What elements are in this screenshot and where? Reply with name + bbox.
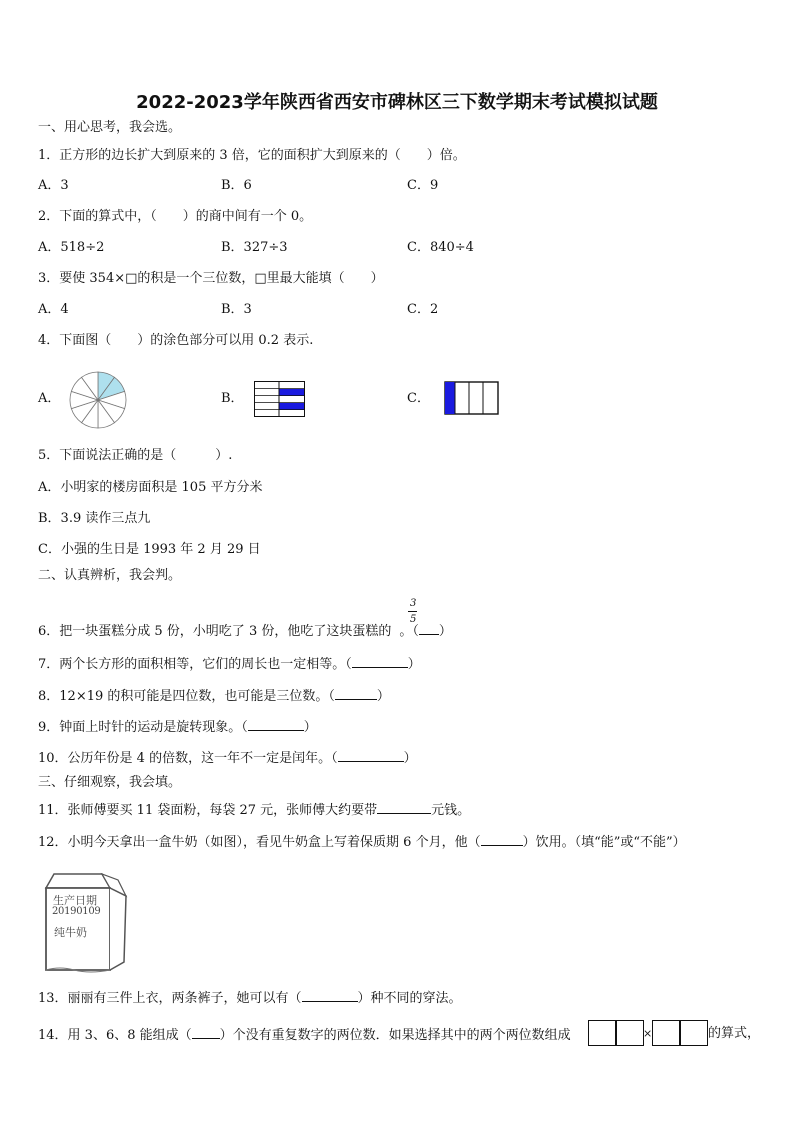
question-9-text: 9．钟面上时针的运动是旋转现象。（ [38, 720, 248, 735]
question-1-stem: 1．正方形的边长扩大到原来的 3 倍，它的面积扩大到原来的（ ）倍。 [38, 148, 466, 163]
question-10 [38, 749, 417, 767]
digit-box-4[interactable] [680, 1020, 708, 1046]
question-4-stem: 4．下面图（ ）的涂色部分可以用 0.2 表示. [38, 333, 314, 348]
fraction-denominator: 5 [410, 614, 417, 625]
question-5-option-a: A．小明家的楼房面积是 105 平方分米 [38, 480, 263, 495]
question-4-option-a-label: A． [38, 391, 61, 406]
page-title: 2022-2023学年陕西省西安市碑林区三下数学期末考试模拟试题 [136, 92, 658, 113]
fraction-numerator: 3 [410, 598, 417, 609]
answer-blank-7[interactable] [352, 655, 408, 668]
question-13-suffix: ）种不同的穿法。 [357, 991, 462, 1006]
question-5-option-b: B．3.9 读作三点九 [38, 511, 151, 526]
question-9 [38, 718, 317, 736]
answer-blank-9[interactable] [248, 718, 304, 731]
section-heading-3: 三、仔细观察，我会填。 [38, 775, 182, 790]
question-12-text: 12．小明今天拿出一盒牛奶（如图），看见牛奶盒上写着保质期 6 个月，他（ [38, 835, 481, 850]
production-date-value: 20190109 [52, 906, 101, 917]
fraction-bar [408, 611, 417, 612]
answer-blank-14[interactable] [192, 1026, 220, 1039]
question-11-suffix: 元钱。 [431, 803, 471, 818]
question-3-option-b: B．3 [221, 302, 252, 317]
question-11 [38, 801, 470, 819]
question-8 [38, 687, 390, 705]
question-12 [38, 833, 686, 851]
question-2-option-b: B．327÷3 [221, 240, 288, 255]
digit-box-2[interactable] [616, 1020, 644, 1046]
question-1-option-c: C．9 [407, 178, 439, 193]
option-a-circle-figure [63, 370, 133, 430]
question-6-text: 6．把一块蛋糕分成 5 份，小明吃了 3 份，他吃了这块蛋糕的 [38, 624, 392, 639]
question-6 [38, 622, 452, 640]
milk-carton-figure [40, 870, 130, 974]
question-10-text: 10．公历年份是 4 的倍数，这一年不一定是闰年。（ [38, 751, 338, 766]
answer-blank-13[interactable] [302, 989, 358, 1002]
question-10-paren-close: ） [403, 751, 417, 766]
question-14-suffix: 的算式， [708, 1026, 761, 1041]
answer-blank-11[interactable] [377, 801, 431, 814]
question-4-option-b-label: B． [221, 391, 244, 406]
question-3-stem: 3．要使 354×□的积是一个三位数，□里最大能填（ ） [38, 271, 384, 286]
question-14 [38, 1026, 571, 1044]
question-1-option-a: A．3 [38, 178, 69, 193]
question-5-option-c: C．小强的生日是 1993 年 2 月 29 日 [38, 542, 261, 557]
multiply-sign: × [643, 1027, 653, 1040]
section-heading-1: 一、用心思考，我会选。 [38, 120, 182, 135]
question-14-middle: ）个没有重复数字的两位数．如果选择其中的两个两位数组成 [219, 1028, 571, 1043]
question-2-option-c: C．840÷4 [407, 240, 474, 255]
question-8-paren-close: ） [376, 689, 390, 704]
question-2-option-a: A．518÷2 [38, 240, 105, 255]
question-7 [38, 655, 421, 673]
question-7-text: 7．两个长方形的面积相等，它们的周长也一定相等。（ [38, 657, 352, 672]
question-3-option-a: A．4 [38, 302, 69, 317]
section-heading-2: 二、认真辨析，我会判。 [38, 568, 182, 583]
answer-blank-6[interactable] [419, 622, 439, 635]
digit-box-3[interactable] [652, 1020, 680, 1046]
question-11-text: 11．张师傅要买 11 袋面粉，每袋 27 元，张师傅大约要带 [38, 803, 378, 818]
production-date-label: 生产日期 [53, 894, 97, 907]
question-7-paren-close: ） [407, 657, 421, 672]
question-3-option-c: C．2 [407, 302, 439, 317]
question-14-text: 14．用 3、6、8 能组成（ [38, 1028, 192, 1043]
option-c-bar-figure [444, 381, 500, 415]
answer-blank-8[interactable] [335, 687, 377, 700]
digit-box-1[interactable] [588, 1020, 616, 1046]
question-8-text: 8．12×19 的积可能是四位数，也可能是三位数。（ [38, 689, 335, 704]
option-b-grid-figure [254, 381, 306, 418]
question-12-suffix: ）饮用。（填“能”或“不能”） [522, 835, 686, 850]
milk-product-name: 纯牛奶 [54, 926, 87, 939]
answer-blank-12[interactable] [481, 833, 523, 846]
answer-blank-10[interactable] [338, 749, 404, 762]
question-6-paren-open: 。（ [399, 624, 419, 639]
question-13-text: 13．丽丽有三件上衣，两条裤子，她可以有（ [38, 991, 302, 1006]
question-6-paren-close: ） [438, 624, 452, 639]
question-1-option-b: B．6 [221, 178, 252, 193]
question-5-stem: 5．下面说法正确的是（ ）. [38, 448, 233, 463]
question-4-option-c-label: C． [407, 391, 430, 406]
question-13 [38, 989, 462, 1007]
question-9-paren-close: ） [303, 720, 317, 735]
question-2-stem: 2．下面的算式中，（ ）的商中间有一个 0。 [38, 209, 313, 224]
